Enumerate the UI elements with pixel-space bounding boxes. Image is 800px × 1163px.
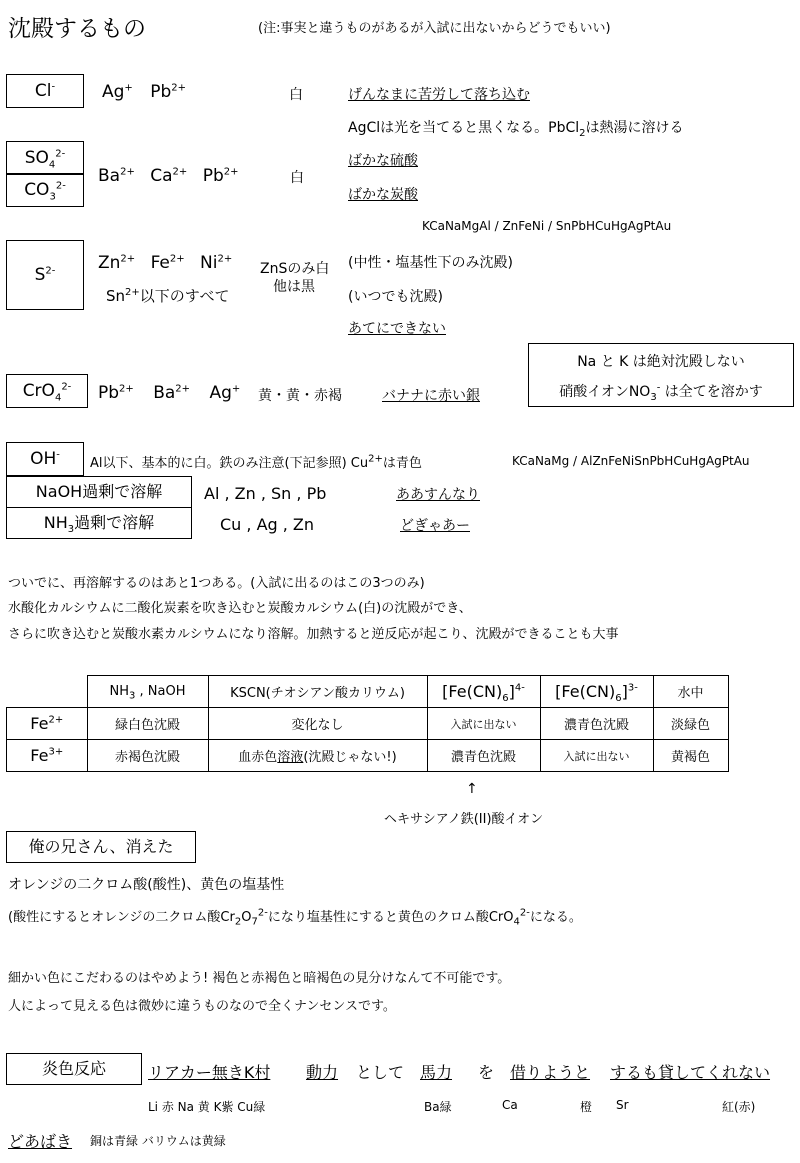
flame-label-4: 橙 — [580, 1100, 593, 1114]
nh3-mnemonic: どぎゃあー — [400, 518, 470, 534]
naoh-metals: Al , Zn , Sn , Pb — [204, 484, 327, 503]
nak-box — [528, 343, 794, 407]
up-arrow-icon: ↑ — [466, 781, 478, 797]
series-2: KCaNaMg / AlZnFeNiSnPbHCuHgAgPtAu — [512, 454, 750, 468]
fe-table — [6, 675, 729, 772]
cl-cations: Ag+ $Pb^{2+}$ — [102, 82, 187, 102]
cro4-mnemonic: バナナに赤い銀 — [382, 388, 480, 404]
title-note: (注:事実と違うものがあるが入試に出ないからどうでもいい) — [258, 21, 611, 36]
so4co3-color: 白 — [290, 170, 304, 186]
cro4-cations: $Pb^{2+}$ $Ba^{2+}$ Ag+ — [98, 383, 241, 403]
flame-word-3: として — [356, 1063, 405, 1082]
ion-cl: Cl — [34, 81, 52, 101]
flame-box: 炎色反応 — [6, 1053, 142, 1085]
naoh-mnemonic: ああすんなり — [396, 487, 480, 503]
chromate-line-2: (酸性にするとオレンジの二クロム酸$Cr_2O_7^{2-}$になり塩基性にすると黄色のクロム酸CrO$_4^{2-}$になる。 — [8, 907, 582, 928]
ion-box-so4: $SO_4^{2-}$ — [6, 141, 84, 175]
color-note-1: 細かい色にこだわるのはやめよう! 褐色と赤褐色と暗褐色の見分けなんて不可能です。 — [8, 971, 511, 986]
table-row: $NH_3$ , NaOH KSCN(チオシアン酸カリウム) $[Fe(CN)_6]^{4-}$ $[Fe(CN)_6]^{3-}$ 水中 — [7, 676, 729, 708]
ion-box-s2: $S^{2-}$ — [6, 240, 84, 310]
ion-box-cl: Cl- — [6, 74, 84, 108]
s2-cond-1: (中性・塩基性下のみ沈殿) — [348, 255, 513, 271]
color-note-2: 人によって見える色は微妙に違うものなので全くナンセンスです。 — [8, 999, 396, 1014]
s2-sn-line: $Sn^{2+}$以下のすべて — [106, 287, 230, 305]
zns-note-1: ZnSのみ白 — [260, 261, 330, 277]
s2-cond-2: (いつでも沈殿) — [348, 289, 443, 305]
series-1: KCaNaMgAl / ZnFeNi / SnPbHCuHgAgPtAu — [422, 219, 672, 233]
cl-note: AgClは光を当てると黒くなる。PbCl$_2$は熱湯に溶ける — [348, 120, 684, 139]
flame-label-6: 紅(赤) — [722, 1100, 756, 1114]
ion-box-oh: OH- — [6, 442, 84, 476]
s2-cations: $Zn^{2+}$ $Fe^{2+}$ $Ni^{2+}$ — [98, 253, 233, 273]
table-row: $Fe^{3+}$ 赤褐色沈殿 血赤色溶液(沈殿じゃない!) 濃青色沈殿 入試に出ない 黄褐色 — [7, 740, 729, 772]
ion-box-co3: $CO_3^{2-}$ — [6, 173, 84, 207]
flame-label-1: Li 赤 Na 黄 K紫 Cu緑 — [148, 1100, 266, 1114]
naoh-box: NaOH過剰で溶解 — [6, 476, 192, 508]
so4co3-cations: $Ba^{2+}$ $Ca^{2+}$ $Pb^{2+}$ — [98, 166, 239, 186]
nh3-metals: Cu , Ag , Zn — [220, 515, 315, 534]
so4-mnemonic: ばかな硫酸 — [348, 153, 418, 169]
cl-mnemonic: げんなまに苦労して落ち込む — [348, 87, 530, 103]
flame-word-5: を — [478, 1063, 495, 1082]
chromate-box: 俺の兄さん、消えた — [6, 831, 196, 863]
flame-word-2: 動力 — [306, 1063, 339, 1082]
dobaki-note: 銅は青緑 バリウムは黄緑 — [90, 1134, 226, 1148]
flame-label-3: Ca — [502, 1098, 518, 1112]
zns-note-2: 他は黒 — [273, 279, 315, 295]
flame-word-4: 馬力 — [420, 1063, 453, 1082]
flame-label-5: Sr — [616, 1098, 629, 1112]
ion-box-cro4: CrO$_4^{2-}$ — [6, 374, 88, 408]
extra-line-2: 水酸化カルシウムに二酸化炭素を吹き込むと炭酸カルシウム(白)の沈殿ができ、 — [8, 601, 472, 616]
extra-line-3: さらに吹き込むと炭酸水素カルシウムになり溶解。加熱すると逆反応が起こり、沈殿ができることも大事 — [8, 627, 619, 642]
nh3-box: $NH_3$過剰で溶解 — [6, 507, 192, 539]
extra-line-1: ついでに、再溶解するのはあと1つある。(入試に出るのはこの3つのみ) — [8, 576, 425, 591]
fecn-caption: ヘキサシアノ鉄(II)酸イオン — [384, 812, 544, 827]
cl-color: 白 — [289, 87, 303, 103]
nak-line-1: Na と K は絶対沈殿しない — [577, 354, 745, 370]
cro4-colors: 黄・黄・赤褐 — [258, 388, 342, 404]
s2-mnemonic: あてにできない — [348, 321, 446, 337]
chromate-line-1: オレンジの二クロム酸(酸性)、黄色の塩基性 — [8, 877, 285, 893]
table-row: $Fe^{2+}$ 緑白色沈殿 変化なし 入試に出ない 濃青色沈殿 淡緑色 — [7, 708, 729, 740]
nak-line-2: 硝酸イオン$NO_3^-$ は全てを溶かす — [559, 382, 763, 403]
flame-word-1: リアカー無きK村 — [148, 1063, 271, 1082]
page-title: 沈殿するもの — [8, 16, 146, 42]
co3-mnemonic: ばかな炭酸 — [348, 187, 418, 203]
flame-label-2: Ba緑 — [424, 1100, 452, 1114]
flame-word-7: するも貸してくれない — [610, 1063, 771, 1082]
flame-word-6: 借りようと — [510, 1063, 591, 1082]
oh-desc: Al以下、基本的に白。鉄のみ注意(下記参照) $Cu^{2+}$は青色 — [90, 453, 422, 471]
dobaki-mnemonic: どあばき — [8, 1132, 73, 1151]
